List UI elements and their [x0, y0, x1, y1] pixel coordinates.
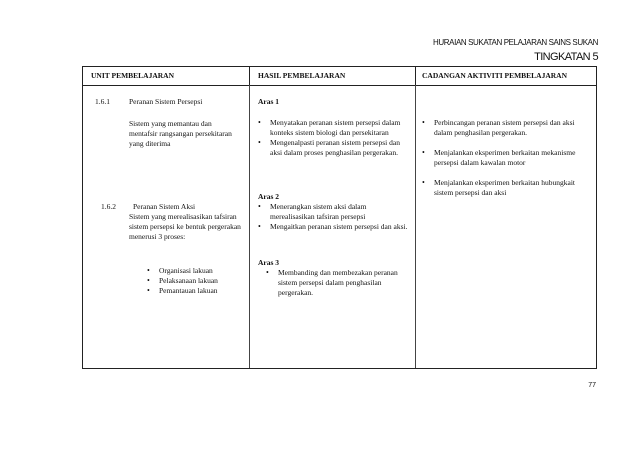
- aras-3-list: [266, 268, 408, 298]
- unit-title-2: Peranan Sistem Aksi: [133, 202, 196, 211]
- page-number: 77: [588, 382, 596, 389]
- cadangan-column: [415, 85, 598, 368]
- activity-list: [422, 118, 594, 198]
- list-item: • Pemantauan lakuan: [147, 286, 243, 296]
- unit-number-2: 1.6.2: [101, 202, 116, 211]
- list-item: • Menjalankan eksperimen berkaitan hubungkait sistem persepsi dan aksi: [422, 178, 594, 198]
- hasil-column: [249, 85, 415, 368]
- header-form-level: TINGKATAN 5: [534, 51, 598, 63]
- unit-desc-1: Sistem yang memantau dan mentafsir rangsangan persekitaran yang diterima: [129, 119, 232, 148]
- aras-2-list: [258, 202, 408, 232]
- aras-3-heading: Aras 3: [258, 258, 280, 267]
- col-header-cadangan: CADANGAN AKTIVITI PEMBELAJARAN: [415, 67, 598, 85]
- unit-desc-2: Sistem yang merealisasikan tafsiran sistem persepsi ke bentuk pergerakan menerusi 3 proses:: [129, 212, 241, 241]
- list-item: • Perbincangan peranan sistem persepsi dan aksi dalam penghasilan pergerakan.: [422, 118, 594, 138]
- table-header-row: [83, 67, 596, 86]
- col-header-unit: UNIT PEMBELAJARAN: [91, 71, 174, 80]
- list-item: • Menyatakan peranan sistem persepsi dalam konteks sistem biologi dan persekitaran: [258, 118, 408, 138]
- aras-1-heading: Aras 1: [258, 97, 280, 106]
- list-item: • Pelaksanaan lakuan: [147, 276, 243, 286]
- aras-1-list: [258, 118, 408, 158]
- unit-column: [83, 85, 249, 368]
- list-item: • Menerangkan sistem aksi dalam merealisasikan tafsiran persepsi: [258, 202, 408, 222]
- aras-2-heading: Aras 2: [258, 192, 280, 201]
- process-list: [147, 266, 243, 296]
- syllabus-table: [82, 66, 597, 369]
- list-item: • Membanding dan membezakan peranan sistem persepsi dalam penghasilan pergerakan.: [266, 268, 408, 298]
- header-syllabus-title: HURAIAN SUKATAN PELAJARAN SAINS SUKAN: [433, 38, 598, 47]
- unit-number-1: 1.6.1: [95, 97, 110, 106]
- document-header: [433, 38, 598, 63]
- list-item: • Mengaitkan peranan sistem persepsi dan aksi.: [258, 222, 408, 232]
- list-item: • Menjalankan eksperimen berkaitan mekanisme persepsi dalam kawalan motor: [422, 148, 594, 168]
- list-item: • Mengenalpasti peranan sistem persepsi dan aksi dalam proses penghasilan pergerakan.: [258, 138, 408, 158]
- list-item: • Organisasi lakuan: [147, 266, 243, 276]
- unit-title-1: Peranan Sistem Persepsi: [129, 97, 203, 106]
- col-header-hasil: HASIL PEMBELAJARAN: [249, 67, 415, 85]
